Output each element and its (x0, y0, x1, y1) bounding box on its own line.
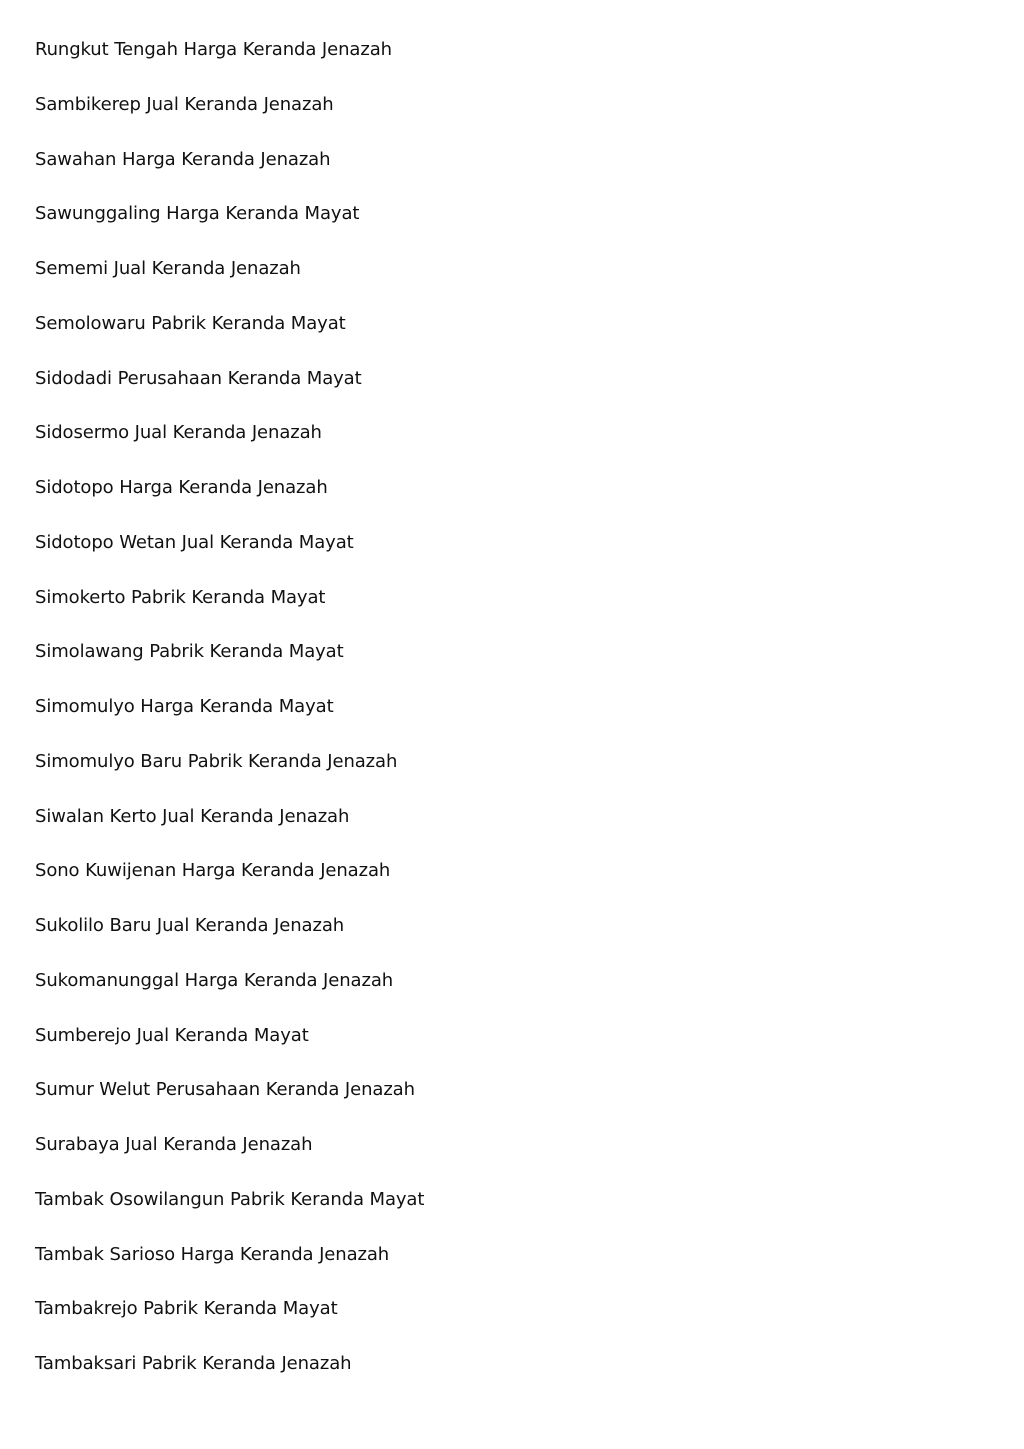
document-line: Semolowaru Pabrik Keranda Mayat (35, 312, 346, 334)
document-line: Sukolilo Baru Jual Keranda Jenazah (35, 915, 345, 936)
document-line: Tambakrejo Pabrik Keranda Mayat (35, 1298, 338, 1320)
document-line: Sambikerep Jual Keranda Jenazah (35, 93, 334, 115)
document-line: Sukomanunggal Harga Keranda Jenazah (35, 969, 394, 991)
document-line: Rungkut Tengah Harga Keranda Jenazah (35, 39, 392, 60)
document-line: Simokerto Pabrik Keranda Mayat (35, 586, 326, 608)
document-line: Siwalan Kerto Jual Keranda Jenazah (35, 805, 350, 827)
document-line: Tambak Sarioso Harga Keranda Jenazah (35, 1243, 390, 1265)
document-line: Sidotopo Harga Keranda Jenazah (35, 477, 328, 498)
document-line: Sumur Welut Perusahaan Keranda Jenazah (35, 1079, 415, 1101)
document-line: Tambak Osowilangun Pabrik Keranda Mayat (35, 1188, 425, 1210)
document-line: Sawahan Harga Keranda Jenazah (35, 148, 331, 170)
document-line: Simomulyo Harga Keranda Mayat (35, 696, 334, 717)
document-line: Sidodadi Perusahaan Keranda Mayat (35, 367, 362, 389)
document-line: Sidosermo Jual Keranda Jenazah (35, 422, 322, 444)
document-line: Sidotopo Wetan Jual Keranda Mayat (35, 531, 354, 553)
document-line: Simomulyo Baru Pabrik Keranda Jenazah (35, 750, 398, 772)
document-line: Sumberejo Jual Keranda Mayat (35, 1024, 309, 1046)
document-line: Surabaya Jual Keranda Jenazah (35, 1134, 313, 1155)
document-text-list (35, 36, 424, 1405)
document-line: Sono Kuwijenan Harga Keranda Jenazah (35, 860, 391, 882)
document-line: Tambaksari Pabrik Keranda Jenazah (35, 1353, 352, 1374)
document-line: Simolawang Pabrik Keranda Mayat (35, 641, 344, 663)
document-line: Sememi Jual Keranda Jenazah (35, 258, 301, 279)
document-line: Sawunggaling Harga Keranda Mayat (35, 203, 360, 225)
